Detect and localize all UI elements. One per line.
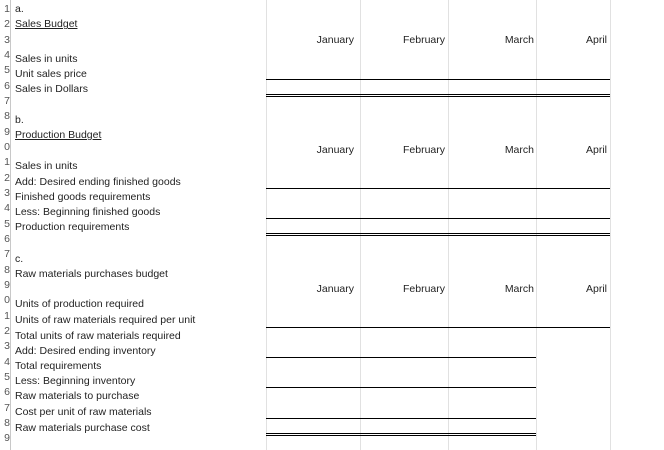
row-number[interactable]: 9 <box>4 279 10 291</box>
month-header[interactable]: April <box>585 144 607 156</box>
row-label[interactable]: Sales in units <box>15 53 78 65</box>
row-label[interactable]: Add: Desired ending inventory <box>15 345 156 357</box>
cell-border-single <box>266 418 536 419</box>
column-gridline <box>536 0 537 450</box>
section-letter[interactable]: a. <box>15 3 24 15</box>
month-header[interactable]: February <box>402 283 445 295</box>
row-number[interactable]: 4 <box>4 355 10 368</box>
row-number[interactable]: 5 <box>4 64 10 77</box>
row-number[interactable]: 3 <box>4 340 10 353</box>
cell-border-single <box>266 357 536 358</box>
column-gridline <box>610 0 611 450</box>
row-label[interactable]: Total units of raw materials required <box>15 330 181 342</box>
row-number[interactable]: 8 <box>4 417 10 429</box>
row-number[interactable]: 4 <box>4 202 10 215</box>
cell-border-single <box>266 188 610 189</box>
section-title-production-budget[interactable]: Production Budget <box>15 129 102 141</box>
month-header[interactable]: March <box>504 144 534 156</box>
row-number[interactable]: 8 <box>4 110 10 123</box>
section-letter[interactable]: c. <box>15 253 24 265</box>
row-number[interactable]: 2 <box>4 325 10 337</box>
section-title-raw-materials-budget[interactable]: Raw materials purchases budget <box>15 268 168 280</box>
row-number[interactable]: 5 <box>4 217 10 230</box>
column-gridline <box>448 0 449 450</box>
row-label[interactable]: Less: Beginning finished goods <box>15 206 161 218</box>
row-number[interactable]: 6 <box>4 79 10 92</box>
row-label[interactable]: Sales in Dollars <box>15 83 88 95</box>
cell-border-double <box>266 94 610 97</box>
month-header[interactable]: February <box>402 144 445 156</box>
row-number[interactable]: 6 <box>4 233 10 245</box>
row-header-border <box>10 0 11 450</box>
row-label[interactable]: Raw materials to purchase <box>15 390 140 402</box>
row-label[interactable]: Production requirements <box>15 221 130 233</box>
row-number[interactable]: 9 <box>4 125 10 138</box>
row-label[interactable]: Raw materials purchase cost <box>15 422 150 434</box>
row-label[interactable]: Finished goods requirements <box>15 191 151 203</box>
month-header[interactable]: March <box>504 34 534 46</box>
month-header[interactable]: January <box>316 34 354 46</box>
row-number[interactable]: 1 <box>4 309 10 322</box>
column-gridline <box>360 0 361 450</box>
row-number[interactable]: 2 <box>4 171 10 184</box>
row-label[interactable]: Total requirements <box>15 360 102 372</box>
month-header[interactable]: March <box>504 283 534 295</box>
row-number[interactable]: 7 <box>4 248 10 261</box>
row-number[interactable]: 2 <box>4 18 10 31</box>
month-header[interactable]: February <box>402 34 445 46</box>
row-number[interactable]: 0 <box>4 294 10 307</box>
row-number[interactable]: 5 <box>4 371 10 383</box>
row-label[interactable]: Add: Desired ending finished goods <box>15 176 181 188</box>
cell-border-single <box>266 218 610 219</box>
row-number[interactable]: 8 <box>4 263 10 276</box>
row-number[interactable]: 1 <box>4 3 10 15</box>
row-number[interactable]: 7 <box>4 95 10 107</box>
row-label[interactable]: Units of production required <box>15 298 144 310</box>
month-header[interactable]: January <box>316 283 354 295</box>
row-number[interactable]: 3 <box>4 33 10 46</box>
row-number[interactable]: 3 <box>4 187 10 199</box>
row-label[interactable]: Sales in units <box>15 160 78 172</box>
cell-border-double <box>266 233 610 236</box>
row-label[interactable]: Unit sales price <box>15 68 87 80</box>
row-label[interactable]: Cost per unit of raw materials <box>15 406 152 418</box>
row-label[interactable]: Units of raw materials required per unit <box>15 314 196 326</box>
cell-border-single <box>266 79 610 80</box>
month-header[interactable]: April <box>585 34 607 46</box>
row-number[interactable]: 9 <box>4 432 10 445</box>
column-gridline <box>266 0 267 450</box>
section-title-sales-budget[interactable]: Sales Budget <box>15 18 78 31</box>
month-header[interactable]: January <box>316 144 354 156</box>
row-number[interactable]: 1 <box>4 156 10 169</box>
cell-border-double <box>266 433 536 436</box>
cell-border-single <box>266 387 536 388</box>
row-number[interactable]: 6 <box>4 386 10 399</box>
row-number[interactable]: 7 <box>4 401 10 414</box>
section-letter[interactable]: b. <box>15 114 24 126</box>
row-label[interactable]: Less: Beginning inventory <box>15 375 136 387</box>
row-number[interactable]: 4 <box>4 49 10 61</box>
row-number[interactable]: 0 <box>4 141 10 153</box>
cell-border-single <box>266 327 610 328</box>
month-header[interactable]: April <box>585 283 607 295</box>
